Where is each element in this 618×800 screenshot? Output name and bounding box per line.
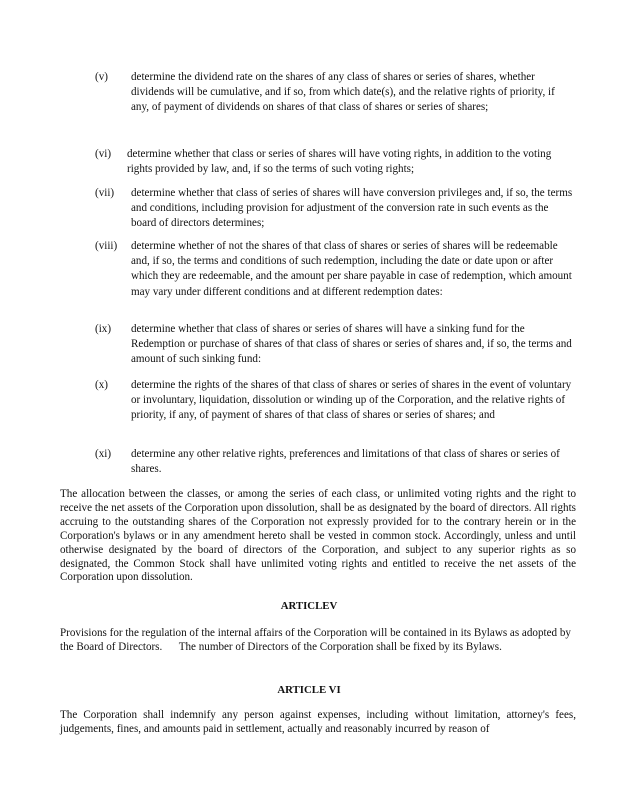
item-text: determine the dividend rate on the shares of any class of shares or series of shares, whether dividends will be cumulative, and if so, from which date(s), and the relative rights of priority, if any, of payment of dividends on shares of that class of shares or series of shares; [131,71,555,114]
article-v-heading: ARTICLEV [280,600,338,612]
item-text: determine whether that class or series of shares will have voting rights, in addition to the voting rights provided by law, and, if so the terms of such voting rights; [127,148,552,176]
item-text: determine the rights of the shares of that class of shares or series of shares in the event of voluntary or involuntary, liquidation, dissolution or winding up of the Corporation, and the relative rights of priority, if any, of payment of shares of that class of shares or series of shares; and [131,379,572,422]
item-number: (x) [95,379,108,391]
item-text: determine any other relative rights, preferences and limitations of that class of shares or series of shares. [131,448,560,476]
allocation-paragraph: The allocation between the classes, or among the series of each class, or unlimited voting rights and the right to receive the net assets of the Corporation upon dissolution, shall be as designated by the board of directors. All rights accruing to the outstanding shares of the Corporation not expressly provided for to the contrary herein or in the Corporation's bylaws or in any amendment hereto shall be vested in common stock. Accordingly, unless and until otherwise designated by the board of directors of the Corporation, and subject to any superior rights as so designated, the Common Stock shall have unlimited voting rights and entitled to receive the net assets of the Corporation upon dissolution. [60,488,576,584]
item-number: (vii) [95,187,115,199]
item-number: (vi) [95,148,112,160]
item-text: determine whether that class of series of shares will have conversion privileges and, if so, the terms and conditions, including provision for adjustment of the conversion rate in such events as the board of directors determines; [131,187,573,230]
article-vi-text: The Corporation shall indemnify any person against expenses, including without limitation, attorney's fees, judgements, fines, and amounts paid in settlement, actually and reasonably incurred by reason of [60,709,576,735]
item-text: determine whether that class of shares or series of shares will have a sinking fund for the Redemption or purchase of shares of that class of shares or series of shares and, if so, the terms and amount of such sinking fund: [131,323,572,366]
item-number: (v) [95,71,108,83]
item-number: (xi) [95,448,112,460]
item-number: (viii) [95,240,118,252]
article-vi-heading: ARTICLE VI [277,684,341,696]
article-v-text: Provisions for the regulation of the internal affairs of the Corporation will be contained in its Bylaws as adopted by the Board of Directors. The number of Directors of the Corporation shall be fixed by its Bylaws. [60,627,574,653]
item-text: determine whether of not the shares of that class of shares or series of shares will be redeemable and, if so, the terms and conditions of such redemption, including the date or date upon or after which they are redeemable, and the amount per share payable in case of redemption, which amount may vary under different conditions and at different redemption dates: [131,240,572,298]
item-number: (ix) [95,323,112,335]
